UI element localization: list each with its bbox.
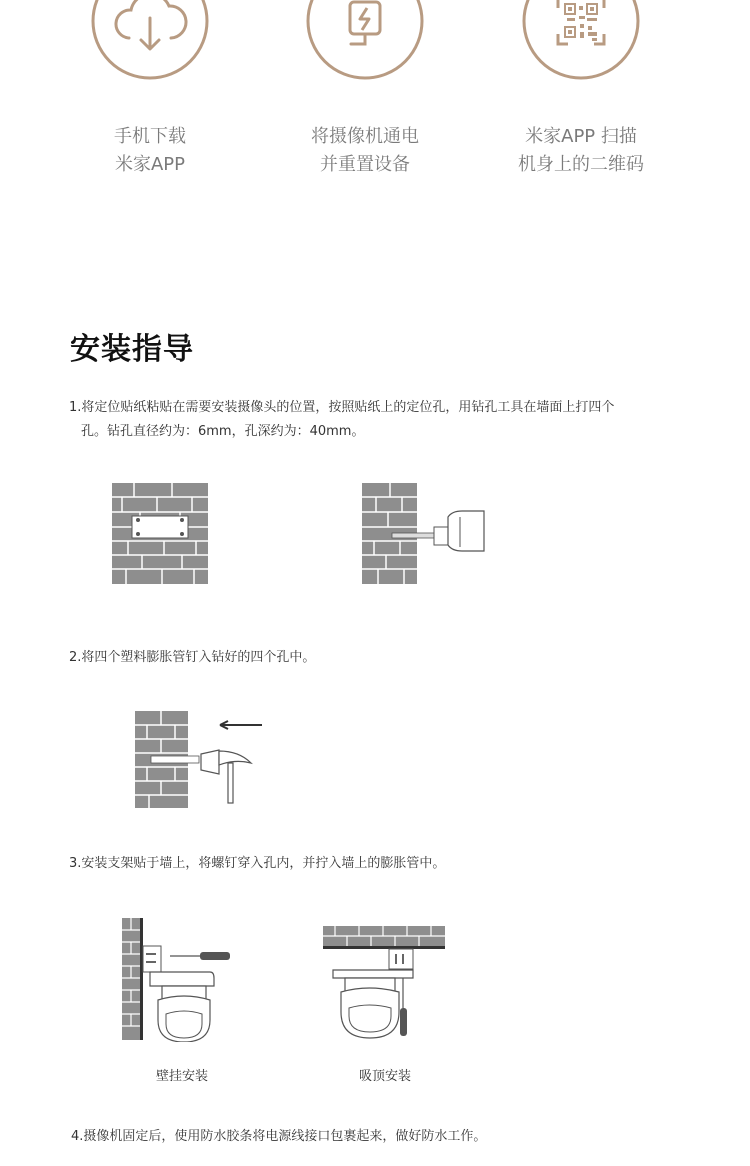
instruction-step-2: 2.将四个塑料膨胀管钉入钻好的四个孔中。 — [69, 650, 316, 665]
instruction-step-3: 3.安装支架贴于墙上，将螺钉穿入孔内，并拧入墙上的膨胀管中。 — [69, 856, 446, 871]
qr-code-icon — [522, 0, 640, 82]
section-title: 安装指导 — [70, 332, 194, 367]
step-label-download: 手机下载 米家APP — [114, 126, 186, 175]
drilling-illustration — [362, 483, 488, 584]
instruction-step-1: 1.将定位贴纸粘贴在需要安装摄像头的位置，按照贴纸上的定位孔，用钻孔工具在墙面上打四个 孔。钻孔直径约为：6mm，孔深约为：40mm。 — [69, 400, 615, 439]
cloud-download-icon — [91, 0, 209, 82]
caption-wall-mount: 壁挂安装 — [155, 1069, 208, 1084]
step-label-power: 将摄像机通电 并重置设备 — [311, 126, 419, 175]
wall-mount-illustration — [122, 918, 242, 1042]
instruction-step-4: 4.摄像机固定后，使用防水胶条将电源线接口包裹起来，做好防水工作。 — [71, 1129, 487, 1144]
anchor-hammer-illustration — [135, 711, 267, 809]
wall-sticker-illustration — [112, 483, 208, 584]
step-label-scan: 米家APP 扫描 机身上的二维码 — [518, 126, 644, 175]
ceiling-mount-illustration — [323, 926, 447, 1042]
caption-ceiling-mount: 吸顶安装 — [358, 1069, 411, 1084]
power-plug-icon — [306, 0, 424, 82]
